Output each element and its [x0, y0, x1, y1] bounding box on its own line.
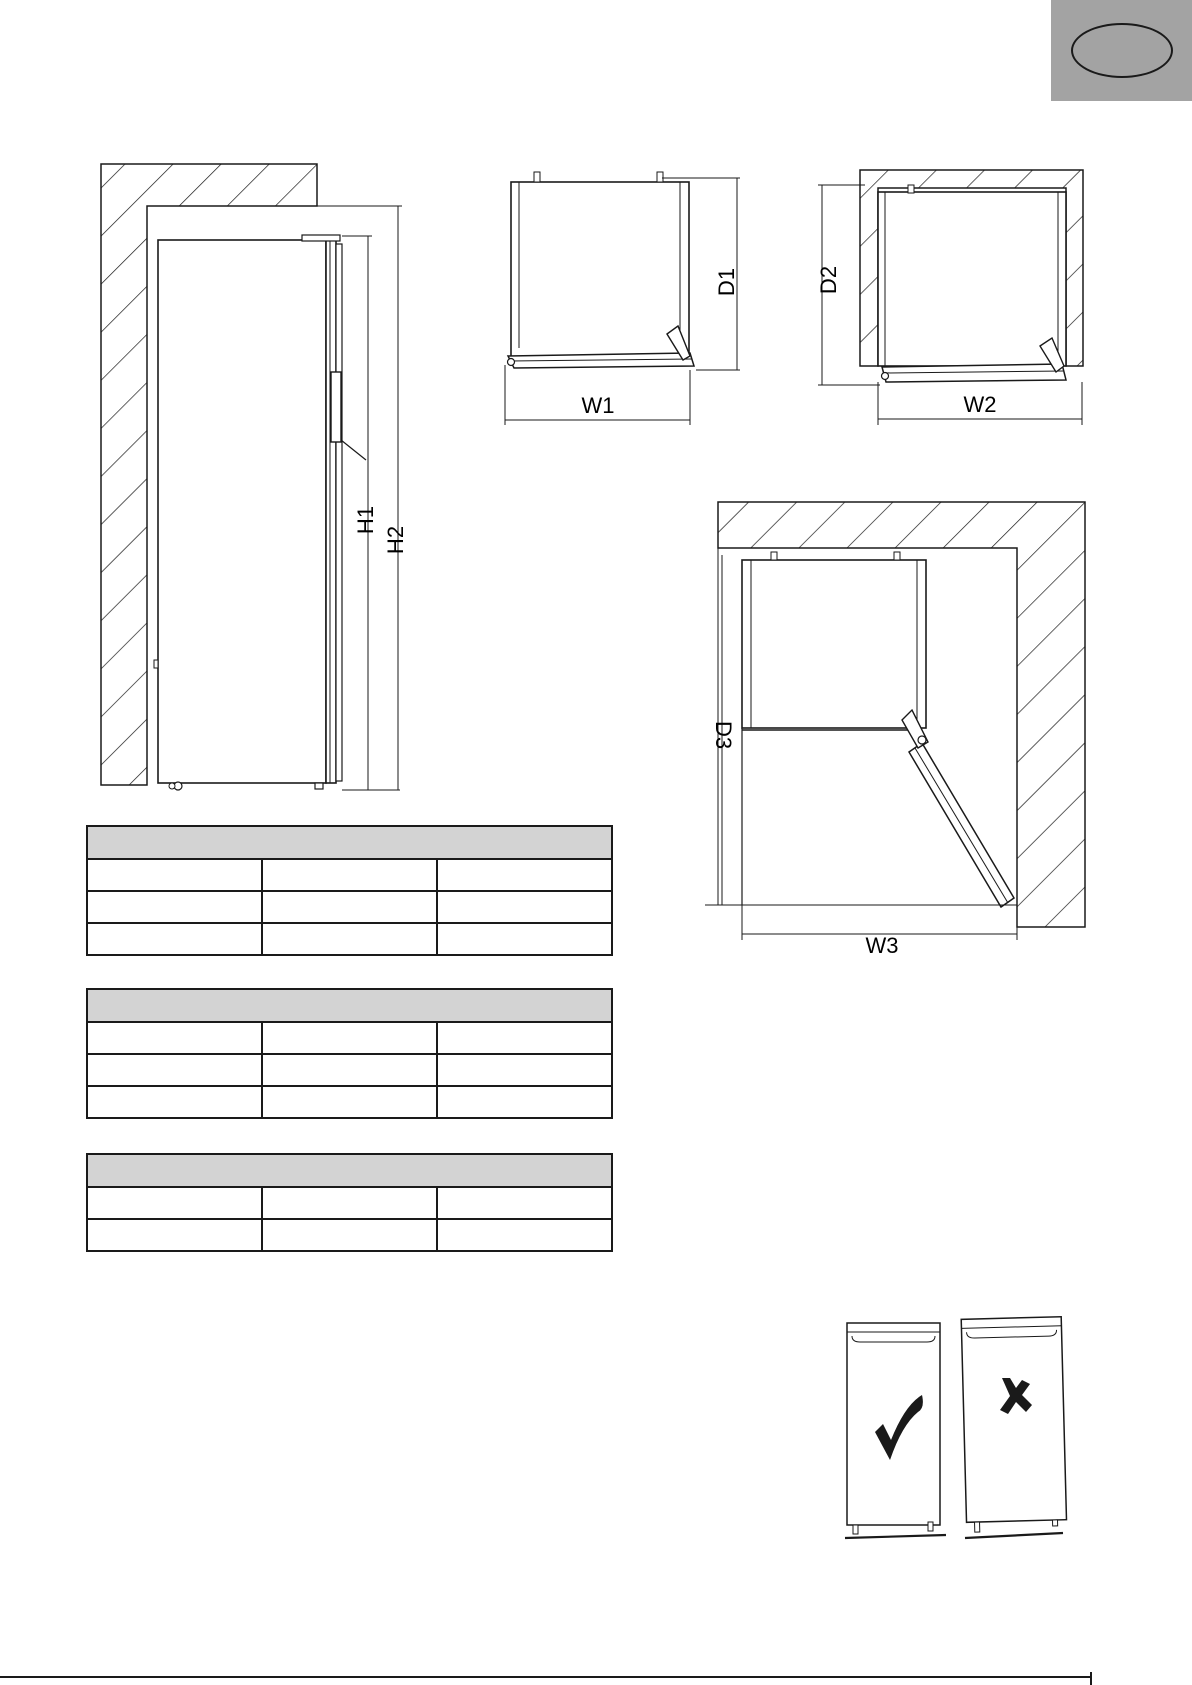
label-h2: H2	[383, 525, 408, 555]
table-row	[87, 1219, 612, 1251]
fridge-door-edge	[326, 240, 336, 783]
dimension-table-1	[86, 825, 613, 956]
table-3-header	[87, 1154, 612, 1187]
top-view-built-in	[816, 170, 1083, 425]
table-row	[87, 923, 612, 955]
dimension-table-2	[86, 988, 613, 1119]
top-view-free-standing	[505, 172, 740, 425]
fridge-side-body	[158, 240, 326, 783]
table-row	[87, 1086, 612, 1118]
table-2-header	[87, 989, 612, 1022]
table-row	[87, 1054, 612, 1086]
side-view-diagram	[101, 164, 408, 790]
dimension-table-3	[86, 1153, 613, 1252]
fridge-level-correct	[845, 1323, 946, 1538]
label-w3: W3	[865, 933, 899, 958]
door-handle	[331, 372, 341, 442]
table-1-header	[87, 826, 612, 859]
fridge-level-incorrect	[961, 1317, 1067, 1533]
footer-tick	[1090, 1672, 1092, 1685]
label-d2: D2	[816, 265, 841, 295]
label-w2: W2	[963, 392, 997, 417]
footer-rule	[0, 1676, 1090, 1678]
label-h1: H1	[353, 505, 378, 535]
table-row	[87, 891, 612, 923]
front-foot	[315, 783, 323, 789]
table-row	[87, 1187, 612, 1219]
levelling-illustration	[845, 1317, 1067, 1538]
top-view-corner-door-open	[705, 502, 1085, 958]
table-row	[87, 859, 612, 891]
label-d3: D3	[711, 720, 736, 750]
label-w1: W1	[581, 393, 615, 418]
table-row	[87, 1022, 612, 1054]
label-d1: D1	[714, 267, 739, 297]
